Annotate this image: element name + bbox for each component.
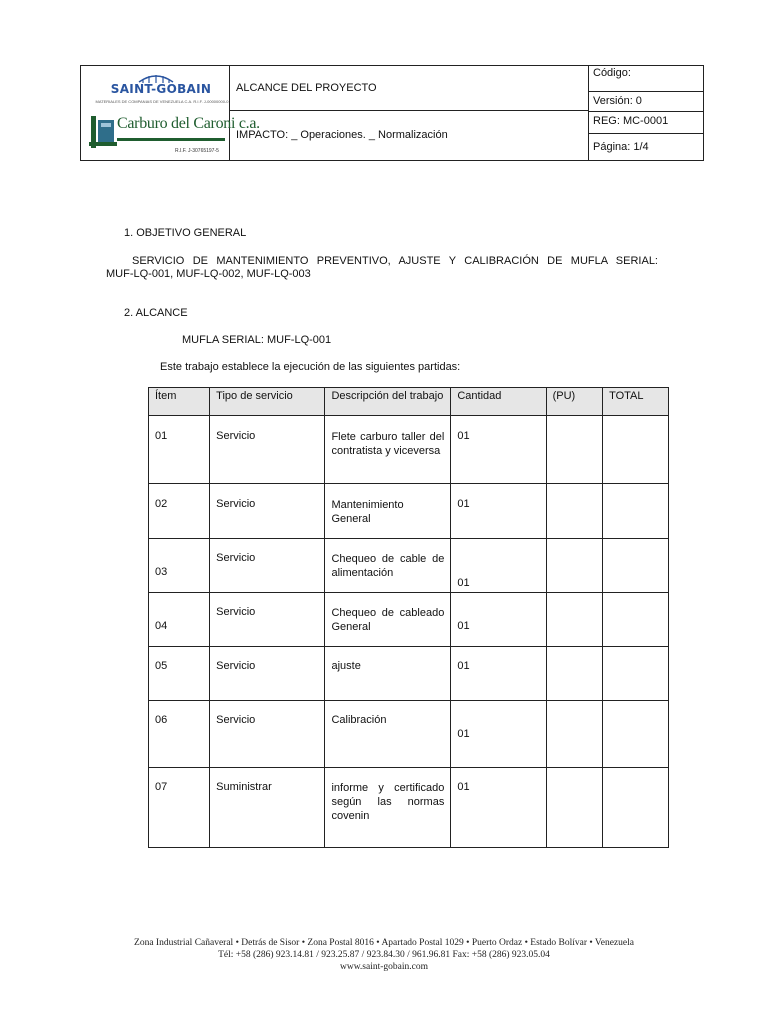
footer-address: Zona Industrial Cañaveral • Detrás de Sisor • Zona Postal 8016 • Apartado Postal 1029 • Puerto Ordaz • Estado Bolívar • Venezuela — [134, 938, 634, 948]
table-row — [149, 539, 669, 593]
impact-text: IMPACTO: _ Operaciones. _ Normalización — [236, 129, 448, 141]
cell-tipo: Servicio — [210, 539, 325, 593]
footer-phones: Tél: +58 (286) 923.14.81 / 923.25.87 / 923.84.30 / 961.96.81 Fax: +58 (286) 923.05.04 — [218, 950, 550, 960]
table-header-row — [149, 388, 669, 416]
carburo-emblem-icon — [89, 112, 119, 152]
cell-pu — [546, 701, 602, 768]
cell-cant: 01 — [451, 593, 546, 647]
impact-cell — [230, 111, 589, 160]
cell-desc: Mantenimiento General — [325, 484, 451, 539]
carburo-caroni-logo — [87, 110, 260, 158]
cell-cant: 01 — [451, 539, 546, 593]
cell-pu — [546, 593, 602, 647]
table-row — [149, 768, 669, 848]
logo-cell — [81, 66, 260, 160]
scope-intro: Este trabajo establece la ejecución de las siguientes partidas: — [160, 361, 461, 373]
cell-item: 06 — [149, 701, 210, 768]
cell-total — [603, 593, 669, 647]
footer-website: www.saint-gobain.com — [339, 962, 429, 972]
table-row — [149, 701, 669, 768]
saint-gobain-subtext: MATERIALES DE COMPANIAS DE VENEZUELA C.A. R.I.F. J-00000000-0 — [95, 99, 229, 104]
cell-item: 02 — [149, 484, 210, 539]
saint-gobain-logo — [87, 70, 229, 108]
table-row — [149, 593, 669, 647]
cell-item: 05 — [149, 647, 210, 701]
cell-item: 04 — [149, 593, 210, 647]
cell-item: 01 — [149, 416, 210, 484]
cell-tipo: Servicio — [210, 484, 325, 539]
cell-pu — [546, 768, 602, 848]
cell-tipo: Servicio — [210, 647, 325, 701]
table-row — [149, 416, 669, 484]
reg-cell: REG: MC-0001 — [589, 112, 703, 134]
document-header — [80, 65, 704, 161]
cell-pu — [546, 647, 602, 701]
cell-cant: 01 — [451, 484, 546, 539]
section1-heading: 1. OBJETIVO GENERAL — [124, 227, 247, 239]
logo-rule — [117, 138, 225, 142]
header-cantidad: Cantidad — [451, 388, 546, 416]
cell-pu — [546, 539, 602, 593]
objective-line2: MUF-LQ-001, MUF-LQ-002, MUF-LQ-003 — [106, 268, 311, 280]
section2-heading: 2. ALCANCE — [124, 307, 188, 319]
title-cell — [230, 66, 589, 111]
header-tipo: Tipo de servicio — [210, 388, 325, 416]
cell-tipo: Servicio — [210, 701, 325, 768]
cell-tipo: Servicio — [210, 593, 325, 647]
cell-tipo: Suministrar — [210, 768, 325, 848]
pagina-cell: Página: 1/4 — [593, 141, 649, 153]
cell-total — [603, 484, 669, 539]
cell-cant: 01 — [451, 701, 546, 768]
cell-item: 03 — [149, 539, 210, 593]
cell-tipo: Servicio — [210, 416, 325, 484]
header-item: Ítem — [149, 388, 210, 416]
items-table — [148, 387, 669, 848]
header-total: TOTAL — [603, 388, 669, 416]
cell-cant: 01 — [451, 416, 546, 484]
cell-desc: Chequeo de cable de alimentación — [325, 539, 451, 593]
cell-total — [603, 701, 669, 768]
version-cell: Versión: 0 — [589, 92, 703, 112]
cell-desc: Chequeo de cableado General — [325, 593, 451, 647]
objective-line1: SERVICIO DE MANTENIMIENTO PREVENTIVO, AJUSTE Y CALIBRACIÓN DE MUFLA SERIAL: — [132, 255, 658, 267]
carburo-rif: R.I.F. J-30765197-5 — [175, 148, 219, 154]
codigo-cell: Código: — [589, 66, 703, 92]
cell-pu — [546, 484, 602, 539]
cell-total — [603, 647, 669, 701]
cell-desc: ajuste — [325, 647, 451, 701]
cell-total — [603, 768, 669, 848]
cell-total — [603, 416, 669, 484]
carburo-caroni-wordmark: Carburo del Caroni c.a. — [117, 115, 260, 132]
cell-total — [603, 539, 669, 593]
cell-cant: 01 — [451, 647, 546, 701]
cell-cant: 01 — [451, 768, 546, 848]
header-pu: (PU) — [546, 388, 602, 416]
cell-desc: informe y certificado según las normas covenin — [325, 768, 451, 848]
cell-desc: Calibración — [325, 701, 451, 768]
header-descripcion: Descripción del trabajo — [325, 388, 451, 416]
cell-pu — [546, 416, 602, 484]
cell-desc: Flete carburo taller del contratista y viceversa — [325, 416, 451, 484]
cell-item: 07 — [149, 768, 210, 848]
table-row — [149, 647, 669, 701]
table-row — [149, 484, 669, 539]
mufla-serial-subheading: MUFLA SERIAL: MUF-LQ-001 — [182, 334, 332, 346]
document-title: ALCANCE DEL PROYECTO — [236, 82, 377, 94]
saint-gobain-wordmark: SAINT-GOBAIN — [110, 82, 212, 96]
